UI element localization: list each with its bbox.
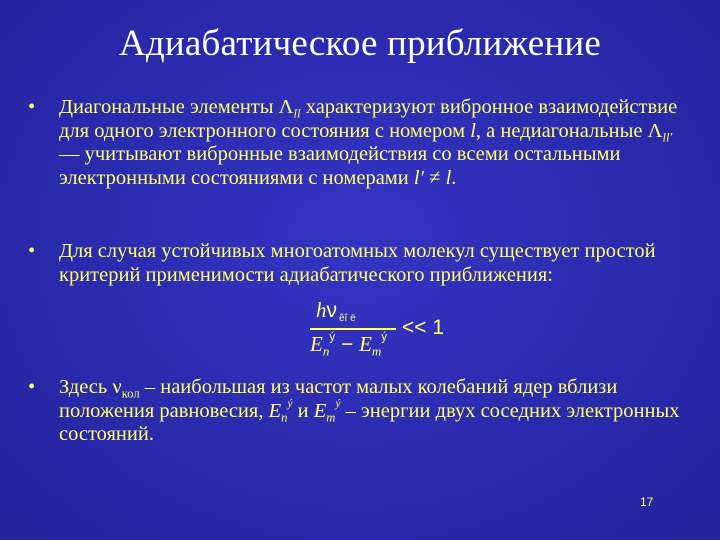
fraction-bar <box>310 328 396 330</box>
formula-relation: << 1 <box>402 316 445 339</box>
bullet-marker: • <box>28 96 36 118</box>
bullet-adiabatic-elements <box>28 96 688 190</box>
page-number: 17 <box>640 495 654 509</box>
formula-numerator: hν êî ë <box>316 298 356 324</box>
bullet-marker: • <box>28 376 36 398</box>
bullet-criterion <box>28 240 688 287</box>
formula-denominator: $E_n^ý - E_m^ý$ <box>310 331 388 359</box>
bullet-text: Для случая устойчивых многоатомных молекул существует простой критерий применимости адиабатического приближения: <box>59 240 656 286</box>
bullet-text: Диагональные элементы $\Lambda_{ll}$ характеризуют вибронное взаимодействие для одного электронного состояния с номером l, а недиагональные $\Lambda_{ll'}$ — учитывают вибронные взаимодействия со всеми остальными электронными состояниями с номерами l′ ≠ l. <box>59 96 678 189</box>
adiabatic-criterion-formula <box>306 298 466 364</box>
slide-title: Адиабатическое приближение <box>118 23 602 64</box>
bullet-text: Здесь $\nu_{кол}$ – наибольшая из частот малых колебаний ядер вблизи положения равновесия, $E_n^ý$ и $E_m^ý$ – энергии двух соседних электронных состояний. <box>59 376 680 445</box>
bullet-explanation <box>28 376 688 447</box>
bullet-marker: • <box>28 240 36 262</box>
